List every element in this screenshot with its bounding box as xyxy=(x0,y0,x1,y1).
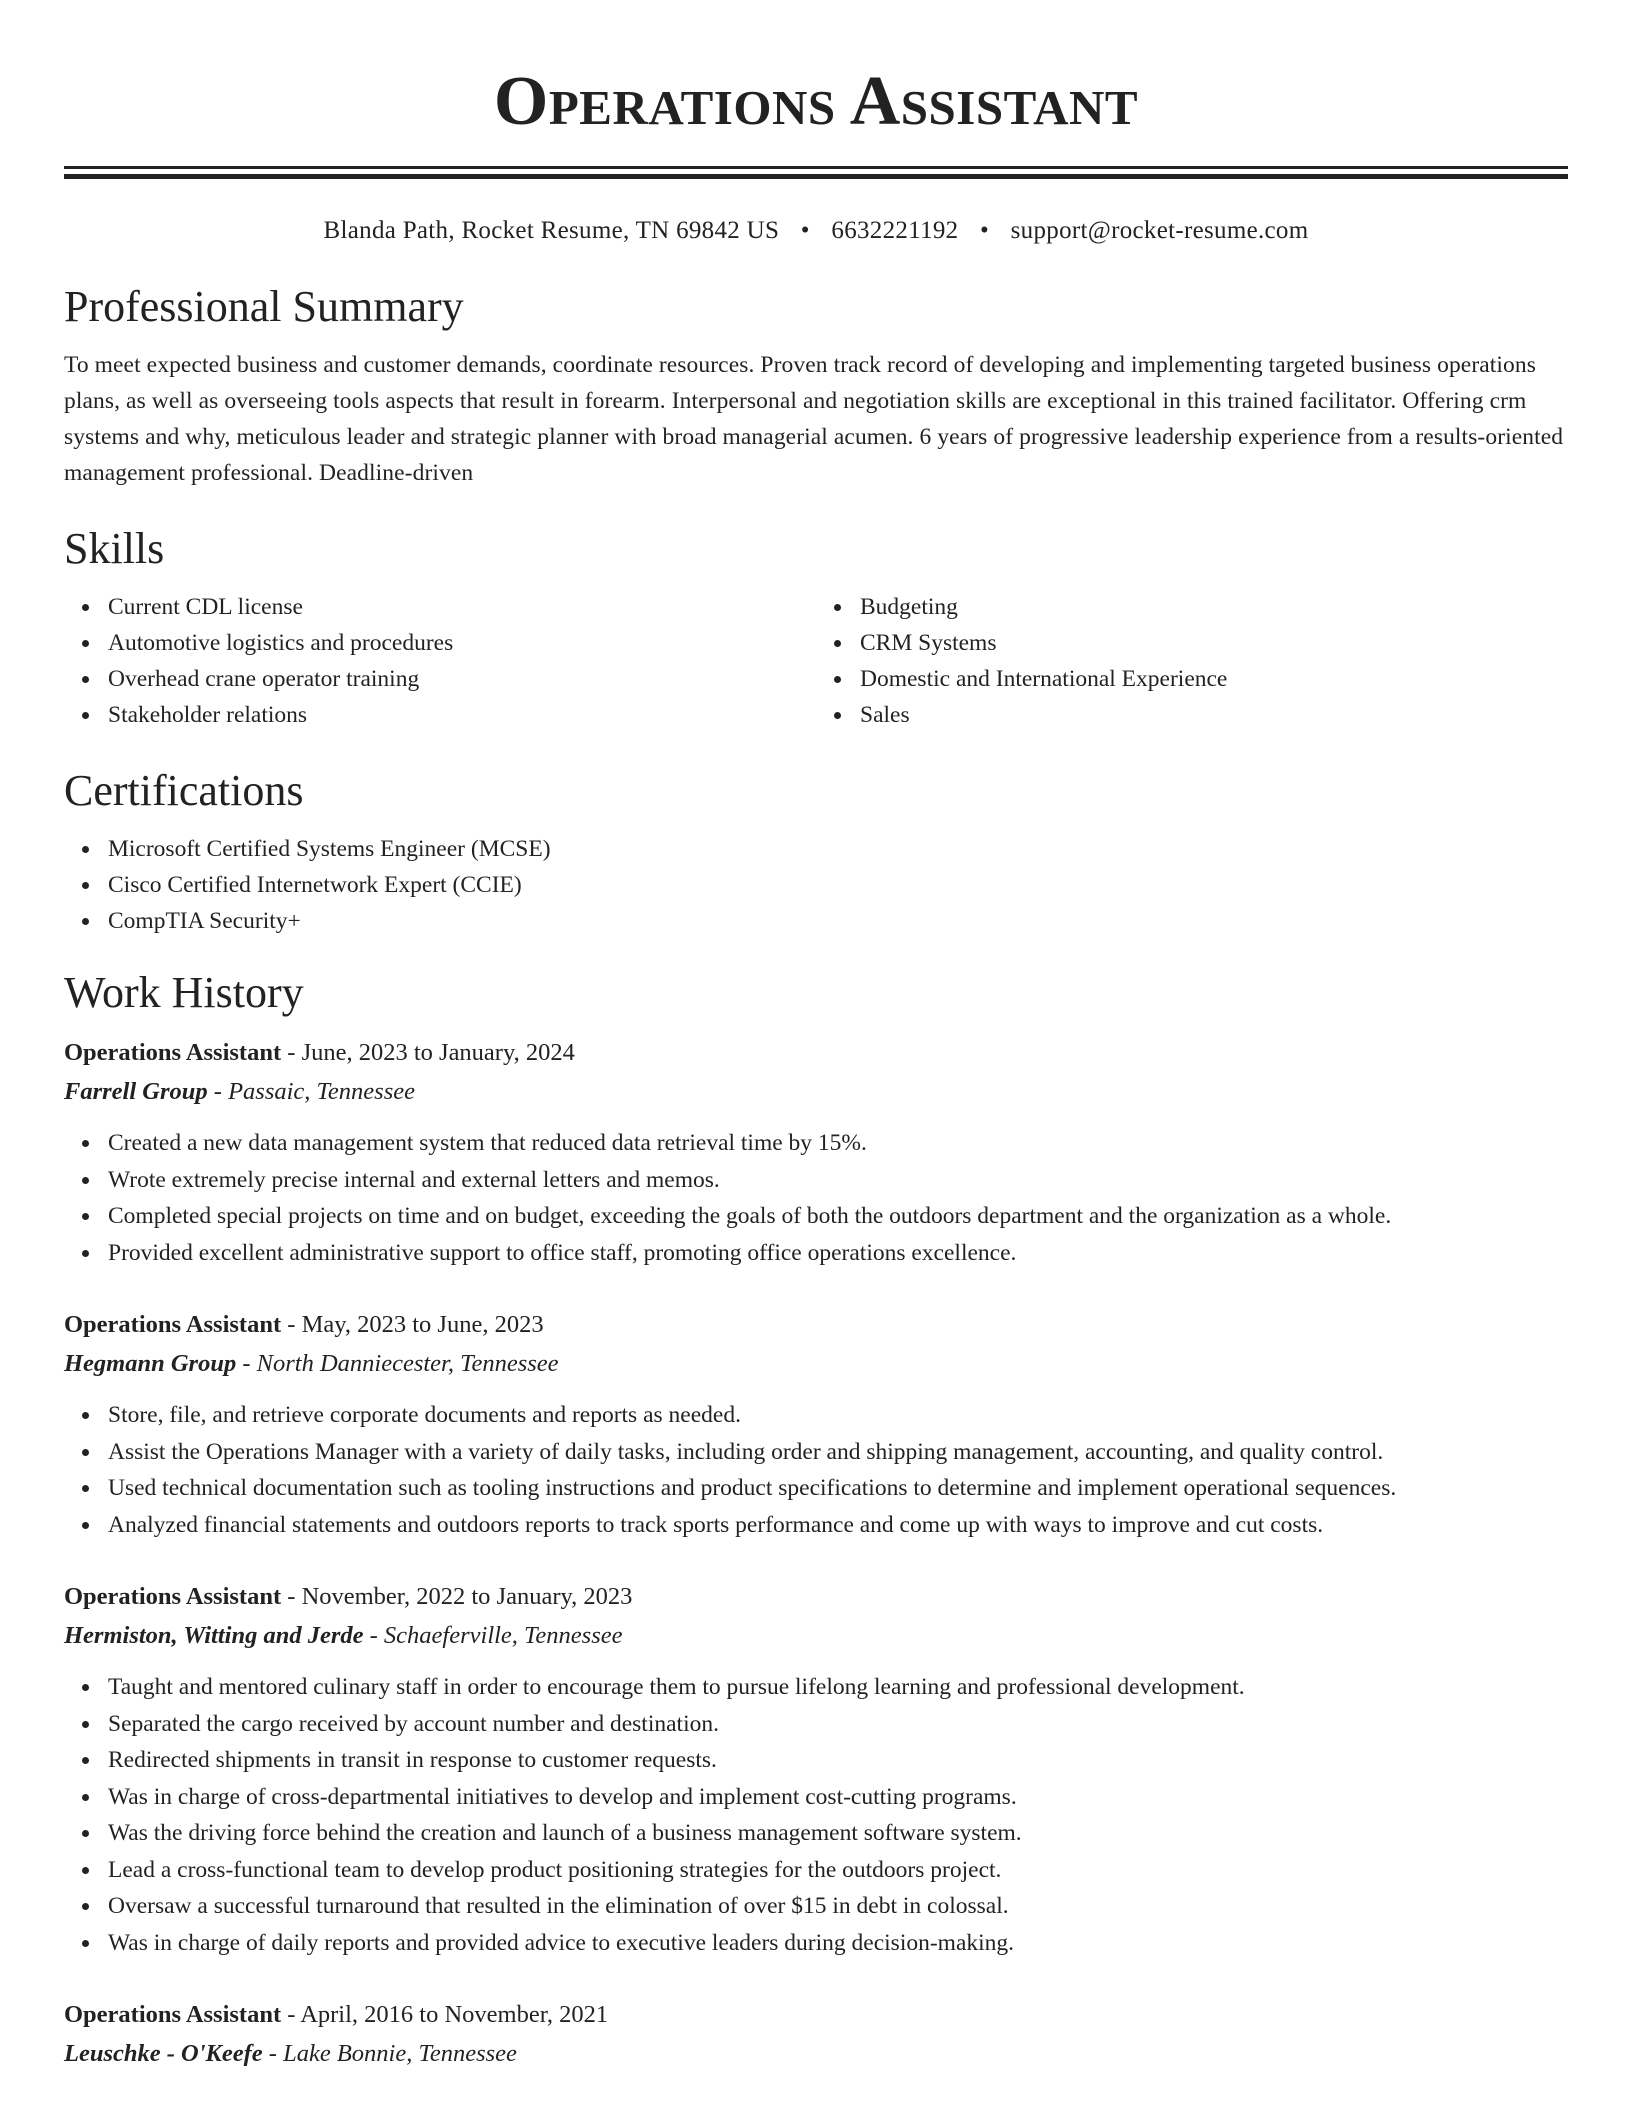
title-divider-top xyxy=(64,166,1568,169)
job-bullet: Analyzed financial statements and outdoors reports to track sports performance and come up with ways to improve and cut costs. xyxy=(108,1507,1568,1544)
job-title-line: Operations Assistant - May, 2023 to June, 2023 xyxy=(64,1311,544,1338)
resume-title: Operations Assistant xyxy=(493,63,1139,140)
certification-item: Microsoft Certified Systems Engineer (MCSE) xyxy=(108,831,1568,867)
job-company: Hegmann Group xyxy=(64,1350,237,1377)
job-bullet: Used technical documentation such as tooling instructions and product specifications to determine and implement operational sequences. xyxy=(108,1470,1568,1507)
job-company-line: Hermiston, Witting and Jerde - Schaeferville, Tennessee xyxy=(64,1622,623,1649)
job-dates: June, 2023 to January, 2024 xyxy=(301,1039,575,1066)
certifications-list xyxy=(64,831,1568,939)
job-company: Farrell Group xyxy=(64,1078,208,1105)
skill-item: Budgeting xyxy=(860,589,1568,625)
job-bullet: Assist the Operations Manager with a variety of daily tasks, including order and shipping management, accounting, and quality control. xyxy=(108,1434,1568,1471)
summary-heading: Professional Summary xyxy=(64,282,464,331)
job-bullet: Store, file, and retrieve corporate documents and reports as needed. xyxy=(108,1397,1568,1434)
bullet-separator: • xyxy=(800,217,810,244)
skill-item: Stakeholder relations xyxy=(108,697,816,733)
job-bullet: Redirected shipments in transit in response to customer requests. xyxy=(108,1742,1568,1779)
job-dates: May, 2023 to June, 2023 xyxy=(301,1311,544,1338)
job-title: Operations Assistant xyxy=(64,2001,282,2028)
contact-line xyxy=(64,215,1568,247)
job-company-line: Farrell Group - Passaic, Tennessee xyxy=(64,1078,415,1105)
job-entry xyxy=(64,1995,1568,2073)
job-bullet: Taught and mentored culinary staff in order to encourage them to pursue lifelong learning and professional development. xyxy=(108,1669,1568,1706)
job-bullet: Lead a cross-functional team to develop product positioning strategies for the outdoors project. xyxy=(108,1852,1568,1889)
certification-item: Cisco Certified Internetwork Expert (CCIE) xyxy=(108,867,1568,903)
skill-item: Current CDL license xyxy=(108,589,816,625)
contact-email: support@rocket-resume.com xyxy=(1010,217,1309,244)
skills-list-left xyxy=(64,589,816,733)
title-divider-bottom xyxy=(64,174,1568,179)
job-title-line: Operations Assistant - November, 2022 to January, 2023 xyxy=(64,1583,633,1610)
skills-list-right xyxy=(816,589,1568,733)
job-bullet: Was in charge of daily reports and provided advice to executive leaders during decision-making. xyxy=(108,1925,1568,1962)
summary-text: To meet expected business and customer demands, coordinate resources. Proven track record of developing and implementing targeted business operations plans, as well as overseeing tools aspects that result in forearm. Interpersonal and negotiation skills are exceptional in this trained facilitator. Offering crm systems and why, meticulous leader and strategic planner with broad managerial acumen. 6 years of progressive leadership experience from a results-oriented management professional. Deadline-driven xyxy=(64,352,1564,486)
job-title-line: Operations Assistant - June, 2023 to January, 2024 xyxy=(64,1039,575,1066)
job-company: Hermiston, Witting and Jerde xyxy=(64,1622,364,1649)
job-bullet: Was in charge of cross-departmental initiatives to develop and implement cost-cutting programs. xyxy=(108,1779,1568,1816)
job-title-line: Operations Assistant - April, 2016 to November, 2021 xyxy=(64,2001,609,2028)
bullet-separator: • xyxy=(980,217,990,244)
job-bullet: Was the driving force behind the creation and launch of a business management software system. xyxy=(108,1815,1568,1852)
contact-address: Blanda Path, Rocket Resume, TN 69842 US xyxy=(323,217,780,244)
job-title: Operations Assistant xyxy=(64,1583,282,1610)
job-entry xyxy=(64,1305,1568,1543)
skill-item: Domestic and International Experience xyxy=(860,661,1568,697)
job-bullets xyxy=(64,1397,1568,1543)
job-bullet: Oversaw a successful turnaround that resulted in the elimination of over $15 in debt in colossal. xyxy=(108,1888,1568,1925)
job-title: Operations Assistant xyxy=(64,1311,282,1338)
certifications-heading: Certifications xyxy=(64,766,304,815)
job-company-line: Leuschke - O'Keefe - Lake Bonnie, Tennessee xyxy=(64,2040,517,2067)
job-title: Operations Assistant xyxy=(64,1039,282,1066)
resume-page xyxy=(64,0,1568,2073)
job-location: North Danniecester, Tennessee xyxy=(256,1350,559,1377)
skill-item: Overhead crane operator training xyxy=(108,661,816,697)
job-dates: November, 2022 to January, 2023 xyxy=(301,1583,633,1610)
job-bullet: Wrote extremely precise internal and external letters and memos. xyxy=(108,1162,1568,1199)
job-entry xyxy=(64,1033,1568,1271)
job-location: Schaeferville, Tennessee xyxy=(383,1622,623,1649)
work-history-heading: Work History xyxy=(64,968,304,1017)
job-bullet: Provided excellent administrative support to office staff, promoting office operations excellence. xyxy=(108,1235,1568,1272)
job-bullet: Completed special projects on time and on budget, exceeding the goals of both the outdoors department and the organization as a whole. xyxy=(108,1198,1568,1235)
job-location: Lake Bonnie, Tennessee xyxy=(283,2040,517,2067)
job-bullets xyxy=(64,1125,1568,1271)
skills-columns xyxy=(64,589,1568,733)
job-company-line: Hegmann Group - North Danniecester, Tennessee xyxy=(64,1350,559,1377)
job-bullet: Created a new data management system that reduced data retrieval time by 15%. xyxy=(108,1125,1568,1162)
job-company: Leuschke - O'Keefe xyxy=(64,2040,263,2067)
skills-heading: Skills xyxy=(64,524,165,573)
job-bullet: Separated the cargo received by account number and destination. xyxy=(108,1706,1568,1743)
job-location: Passaic, Tennessee xyxy=(228,1078,415,1105)
skill-item: Sales xyxy=(860,697,1568,733)
skill-item: CRM Systems xyxy=(860,625,1568,661)
skill-item: Automotive logistics and procedures xyxy=(108,625,816,661)
certification-item: CompTIA Security+ xyxy=(108,903,1568,939)
contact-phone: 6632221192 xyxy=(831,217,959,244)
job-bullets xyxy=(64,1669,1568,1961)
job-entry xyxy=(64,1577,1568,1961)
job-dates: April, 2016 to November, 2021 xyxy=(300,2001,609,2028)
